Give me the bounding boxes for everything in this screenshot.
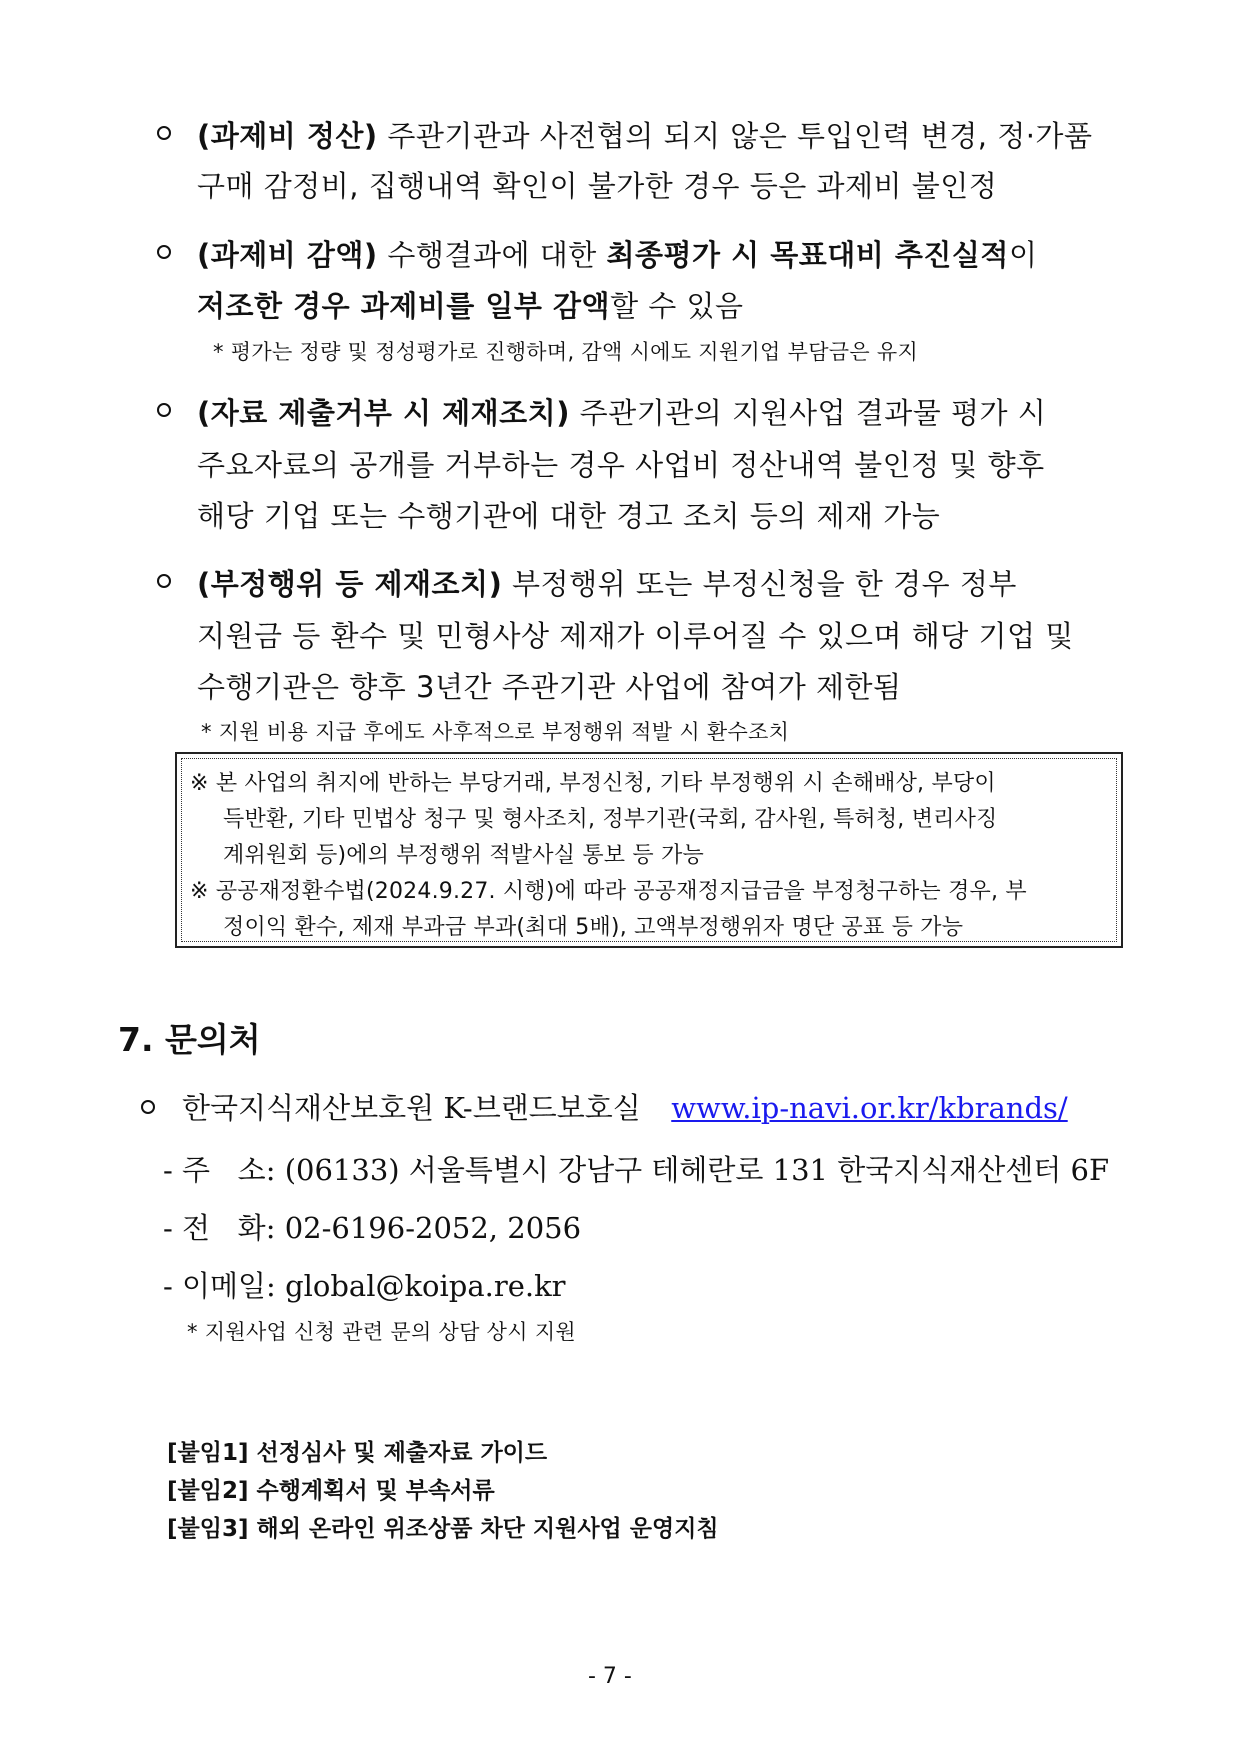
item-text: 부정행위 또는 부정신청을 한 경우 정부: [512, 567, 1017, 601]
contact-url-link[interactable]: www.ip-navi.or.kr/kbrands/: [671, 1091, 1068, 1125]
notice-line: 계위원회 등)에의 부정행위 적발사실 통보 등 가능: [223, 843, 704, 868]
address-value: (06133) 서울특별시 강남구 테헤란로 131 한국지식재산센터 6F: [284, 1153, 1110, 1187]
contact-phone: [163, 1206, 581, 1247]
item-title: (자료 제출거부 시 제재조치): [197, 396, 570, 430]
email-value: global@koipa.re.kr: [285, 1269, 566, 1303]
contact-address: [163, 1148, 1109, 1189]
item-note: * 지원 비용 지급 후에도 사후적으로 부정행위 적발 시 환수조치: [201, 720, 790, 744]
item-text: 주관기관과 사전협의 되지 않은 투입인력 변경, 정·가품: [387, 119, 1093, 153]
attachment-item: [붙임2] 수행계획서 및 부속서류: [167, 1478, 495, 1504]
notice-box: [175, 752, 1123, 948]
address-label: - 주 소:: [163, 1153, 276, 1187]
bullet-circle-icon: [157, 403, 171, 417]
item-text: 할 수 있음: [610, 289, 744, 323]
notice-line: 득반환, 기타 민법상 청구 및 형사조치, 정부기관(국회, 감사원, 특허청, 변리사징: [223, 807, 998, 832]
bullet-circle-icon: [157, 574, 171, 588]
notice-line: 정이익 환수, 제재 부과금 부과(최대 5배), 고액부정행위자 명단 공표 등 가능: [223, 915, 964, 940]
item-title: (부정행위 등 제재조치): [197, 567, 503, 601]
section-heading: 7. 문의처: [118, 1020, 261, 1059]
contact-note: * 지원사업 신청 관련 문의 상담 상시 지원: [187, 1320, 577, 1344]
attachment-item: [붙임3] 해외 온라인 위조상품 차단 지원사업 운영지침: [167, 1516, 719, 1542]
item-text: 주관기관의 지원사업 결과물 평가 시: [579, 396, 1047, 430]
attachment-item: [붙임1] 선정심사 및 제출자료 가이드: [167, 1440, 548, 1466]
email-label: - 이메일:: [163, 1269, 276, 1303]
item-text: 구매 감정비, 집행내역 확인이 불가한 경우 등은 과제비 불인정: [197, 169, 998, 203]
item-title: (과제비 정산): [197, 119, 378, 153]
notice-line: ※ 공공재정환수법(2024.9.27. 시행)에 따라 공공재정지급금을 부정청구하는 경우, 부: [190, 879, 1027, 904]
bullet-circle-icon: [157, 245, 171, 259]
bullet-circle-icon: [157, 126, 171, 140]
item-emphasis: 저조한 경우 과제비를 일부 감액: [197, 289, 611, 323]
item-emphasis: 최종평가 시 목표대비 추진실적: [606, 238, 1009, 272]
item-note: * 평가는 정량 및 정성평가로 진행하며, 감액 시에도 지원기업 부담금은 유지: [213, 340, 919, 364]
item-title: (과제비 감액): [197, 238, 378, 272]
item-text: 이: [1008, 238, 1038, 272]
item-text: 해당 기업 또는 수행기관에 대한 경고 조치 등의 제재 가능: [197, 499, 941, 533]
item-text: 주요자료의 공개를 거부하는 경우 사업비 정산내역 불인정 및 향후: [197, 448, 1045, 482]
phone-value: 02-6196-2052, 2056: [284, 1211, 582, 1245]
bullet-circle-icon: [141, 1100, 155, 1114]
item-text: 수행결과에 대한: [387, 238, 597, 272]
contact-org: 한국지식재산보호원 K-브랜드보호실: [182, 1091, 641, 1125]
item-text: 지원금 등 환수 및 민형사상 제재가 이루어질 수 있으며 해당 기업 및: [197, 619, 1074, 653]
phone-label: - 전 화:: [163, 1211, 276, 1245]
page-number: - 7 -: [588, 1664, 632, 1689]
item-text: 수행기관은 향후 3년간 주관기관 사업에 참여가 제한됨: [197, 670, 902, 704]
contact-email: [163, 1264, 566, 1305]
notice-line: ※ 본 사업의 취지에 반하는 부당거래, 부정신청, 기타 부정행위 시 손해배상, 부당이: [190, 771, 996, 796]
